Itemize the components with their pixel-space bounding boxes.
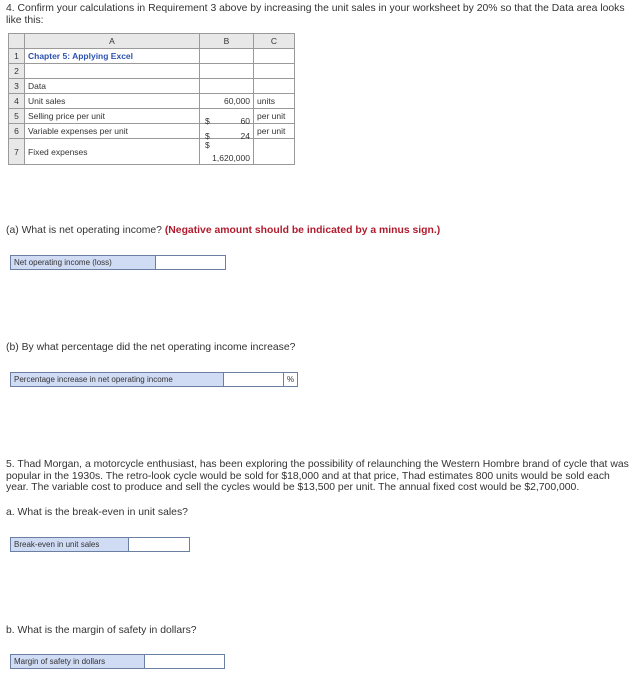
q5b-question: b. What is the margin of safety in dollars? bbox=[6, 625, 197, 636]
row-label: Selling price per unit bbox=[25, 109, 200, 124]
q5-problem-text: 5. Thad Morgan, a motorcycle enthusiast, has been exploring the possibility of relaunching the Western Hombre brand of cycle that was popular in the 1930s. The retro-look cycle would be sold for $18,000 and at that price, Thad estimates 800 units would be sold each year. The variable cost to produce and sell the cycles would be $13,500 per unit. The annual fixed cost would be $2,700,000. bbox=[6, 459, 629, 493]
fixed-expense-value: 1,620,000 bbox=[212, 153, 250, 163]
dollar-sign: $ bbox=[205, 140, 210, 150]
break-even-answer bbox=[10, 537, 190, 552]
cell-c bbox=[254, 64, 295, 79]
unit-sales-value: 60,000 bbox=[200, 94, 254, 109]
data-section-label: Data bbox=[25, 79, 200, 94]
q4a-question bbox=[6, 225, 440, 236]
cell-c bbox=[254, 139, 295, 165]
q5a-question: a. What is the break-even in unit sales? bbox=[6, 507, 188, 518]
sheet-row bbox=[9, 94, 295, 109]
row-label: Unit sales bbox=[25, 94, 200, 109]
percentage-increase-input[interactable] bbox=[224, 372, 284, 387]
cell-c bbox=[254, 49, 295, 64]
row-number: 3 bbox=[9, 79, 25, 94]
unit-label: units bbox=[254, 94, 295, 109]
sheet-row bbox=[9, 49, 295, 64]
net-operating-income-answer bbox=[10, 255, 226, 270]
cell-b bbox=[200, 49, 254, 64]
q4a-question-text: (a) What is net operating income? bbox=[6, 225, 162, 236]
row-number: 5 bbox=[9, 109, 25, 124]
selling-price-value: 60 bbox=[240, 116, 250, 126]
q4b-question: (b) By what percentage did the net operating income increase? bbox=[6, 342, 296, 353]
sheet-row bbox=[9, 139, 295, 165]
selling-price-cell bbox=[200, 109, 254, 124]
fixed-expense-cell bbox=[200, 139, 254, 165]
dollar-sign: $ bbox=[205, 116, 210, 126]
cell-c bbox=[254, 79, 295, 94]
net-operating-income-input[interactable] bbox=[156, 255, 226, 270]
sheet-row bbox=[9, 124, 295, 139]
row-number: 6 bbox=[9, 124, 25, 139]
margin-of-safety-answer bbox=[10, 654, 225, 669]
sheet-row bbox=[9, 109, 295, 124]
variable-expense-cell bbox=[200, 124, 254, 139]
column-header-b: B bbox=[200, 34, 254, 49]
net-operating-income-label: Net operating income (loss) bbox=[10, 255, 156, 270]
percentage-increase-label: Percentage increase in net operating income bbox=[10, 372, 224, 387]
corner-cell bbox=[9, 34, 25, 49]
variable-expense-value: 24 bbox=[240, 131, 250, 141]
column-header-a: A bbox=[25, 34, 200, 49]
dollar-sign: $ bbox=[205, 131, 210, 141]
unit-label: per unit bbox=[254, 124, 295, 139]
break-even-input[interactable] bbox=[129, 537, 190, 552]
margin-of-safety-input[interactable] bbox=[145, 654, 225, 669]
q4a-note: (Negative amount should be indicated by a minus sign.) bbox=[164, 225, 441, 236]
unit-label: per unit bbox=[254, 109, 295, 124]
data-worksheet bbox=[8, 33, 295, 165]
row-number: 2 bbox=[9, 64, 25, 79]
row-number: 4 bbox=[9, 94, 25, 109]
cell-b bbox=[200, 79, 254, 94]
row-label: Fixed expenses bbox=[25, 139, 200, 165]
q4-instruction: 4. Confirm your calculations in Requirement 3 above by increasing the unit sales in your worksheet by 20% so that the Data area looks like this: bbox=[6, 3, 625, 26]
percentage-increase-answer bbox=[10, 372, 298, 387]
row-label: Variable expenses per unit bbox=[25, 124, 200, 139]
break-even-label: Break-even in unit sales bbox=[10, 537, 129, 552]
percent-unit: % bbox=[284, 372, 298, 387]
sheet-title: Chapter 5: Applying Excel bbox=[25, 49, 200, 64]
cell-b bbox=[200, 64, 254, 79]
row-number: 1 bbox=[9, 49, 25, 64]
row-number: 7 bbox=[9, 139, 25, 165]
cell-a bbox=[25, 64, 200, 79]
column-header-c: C bbox=[254, 34, 295, 49]
sheet-row bbox=[9, 64, 295, 79]
margin-of-safety-label: Margin of safety in dollars bbox=[10, 654, 145, 669]
sheet-row bbox=[9, 79, 295, 94]
